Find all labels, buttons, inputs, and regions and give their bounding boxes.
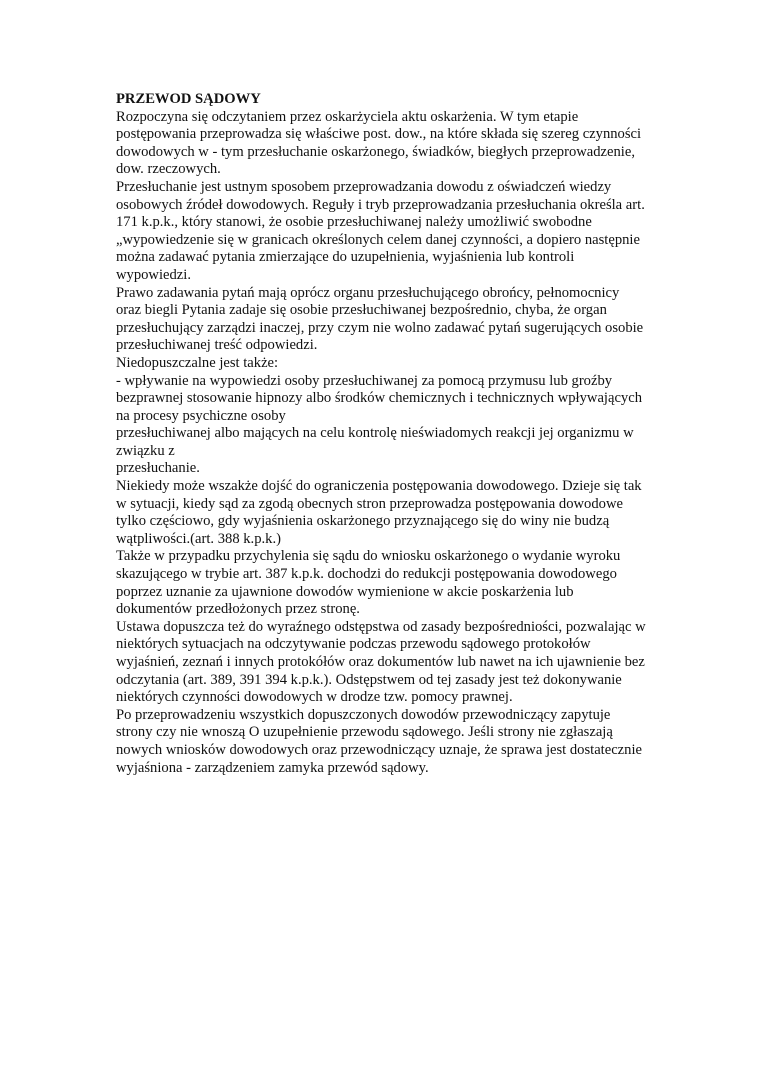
document-title: PRZEWOD SĄDOWY <box>116 91 261 107</box>
paragraph-exceptions: Ustawa dopuszcza też do wyraźnego odstępstwa od zasady bezpośredniości, pozwalając w niektórych sytuacjach na odczytywanie podczas przewodu sądowego protokołów wyjaśnień, zeznań i innych protokółów oraz dokumentów lub nawet na ich ujawnienie bez odczytania (art. 389, 391 394 k.p.k.). Odstępstwem od tej zasady jest też dokonywanie niektórych czynności dowodowych w drodze tzw. pomocy prawnej. <box>116 618 646 706</box>
paragraph-limitation: Niekiedy może wszakże dojść do ograniczenia postępowania dowodowego. Dzieje się tak w sytuacji, kiedy sąd za zgodą obecnych stron przeprowadza postępowania dowodowe tylko częściowo, gdy wyjaśnienia oskarżonego przyznającego się do winy nie budzą wątpliwości.(art. 388 k.p.k.) <box>116 478 642 547</box>
paragraph-inadmissible-list: - wpływanie na wypowiedzi osoby przesłuchiwanej za pomocą przymusu lub groźby bezprawnej stosowanie hipnozy albo środków chemicznych i technicznych wpływających na procesy psychiczne osoby przesłuchiwanej albo mających na celu kontrolę nieświadomych reakcji jej organizmu w związku z przesłuchanie. <box>116 372 643 477</box>
paragraph-closing: Po przeprowadzeniu wszystkich dopuszczonych dowodów przewodniczący zapytuje strony czy nie wnoszą O uzupełnienie przewodu sądowego. Jeśli strony nie zgłaszają nowych wniosków dowodowych oraz przewodniczący uznaje, że sprawa jest dostatecznie wyjaśniona - zarządzeniem zamyka przewód sądowy. <box>116 706 642 776</box>
paragraph-questions: Prawo zadawania pytań mają oprócz organu przesłuchującego obrońcy, pełnomocnicy oraz biegli Pytania zadaje się osobie przesłuchiwanej bezpośrednio, chyba, że organ przesłuchujący zarządzi inaczej, przy czym nie wolno zadawać pytań sugerujących osobie przesłuchiwanej treść odpowiedzi. <box>116 284 644 354</box>
paragraph-interrogation: Przesłuchanie jest ustnym sposobem przeprowadzania dowodu z oświadczeń wiedzy osobowych źródeł dowodowych. Reguły i tryb przeprowadzania przesłuchania określa art. 171 k.p.k., który stanowi, że osobie przesłuchiwanej należy umożliwić swobodne „wypowiedzenie się w granicach określonych celem danej czynności, a dopiero następnie można zadawać pytania zmierzające do uzupełnienia, wyjaśnienia lub kontroli wypowiedzi. <box>116 178 645 283</box>
document-body <box>116 91 676 777</box>
paragraph-inadmissible-heading: Niedopuszczalne jest także: <box>116 354 279 371</box>
paragraph-opening: Rozpoczyna się odczytaniem przez oskarżyciela aktu oskarżenia. W tym etapie postępowania przeprowadza się właściwe post. dow., na które składa się szereg czynności dowodowych w - tym przesłuchanie oskarżonego, świadków, biegłych przeprowadzenie, dow. rzeczowych. <box>116 108 642 178</box>
paragraph-art-387: Także w przypadku przychylenia się sądu do wniosku oskarżonego o wydanie wyroku skazującego w trybie art. 387 k.p.k. dochodzi do redukcji postępowania dowodowego poprzez uznanie za ujawnione dowodów wymienione w akcie poskarżenia lub dokumentów przedłożonych przez stronę. <box>116 548 621 618</box>
